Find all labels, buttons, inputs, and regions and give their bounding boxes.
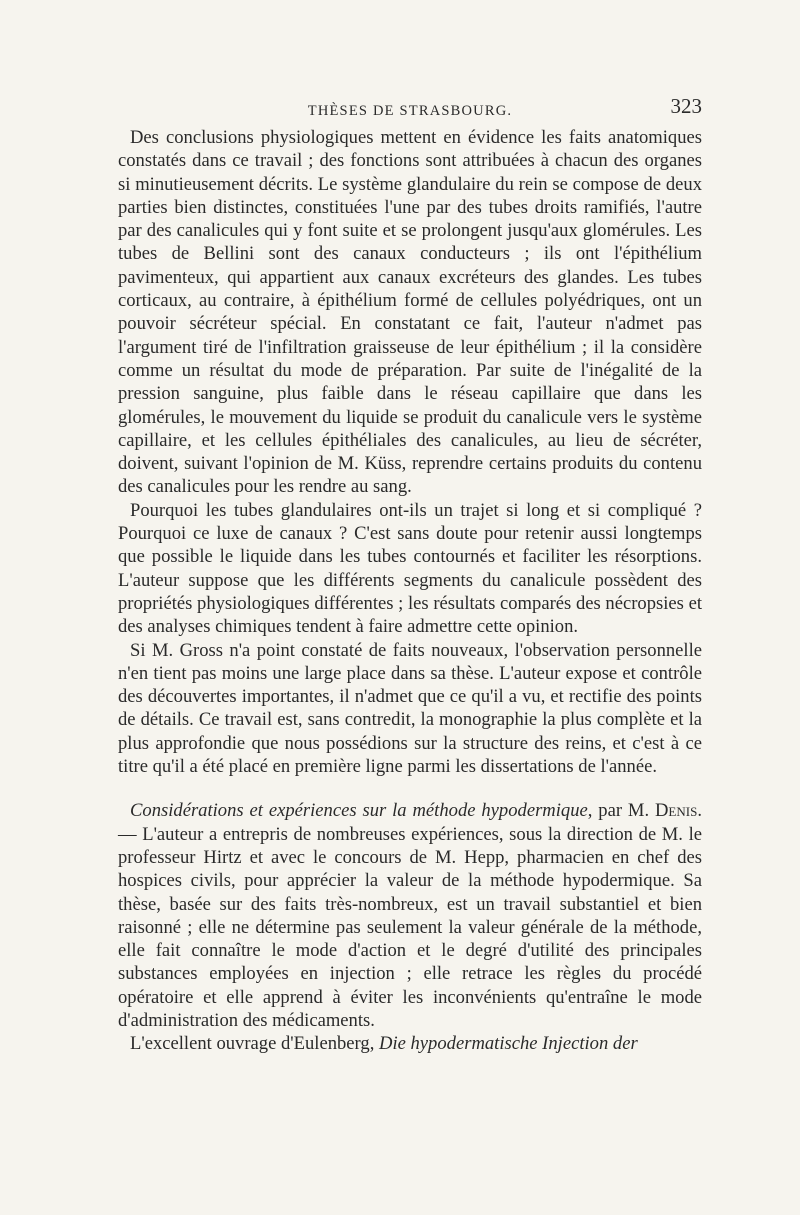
eulenberg-intro: L'excellent ouvrage d'Eulenberg, xyxy=(130,1033,380,1055)
paragraph-conclusions: Des conclusions physiologiques mettent en évidence les faits anatomiques constatés dans ce travail ; des fonctions sont attribuées à chacun des organes si minutieusement décrits. Le système glandulaire du rein se compose de deux parties bien distinctes, constituées l'une par des tubes droits ramifiés, l'autre par des canalicules qui y font suite et se prolongent jusqu'aux glomérules. Les tubes de Bellini sont des canaux conducteurs ; ils ont l'épithélium pavimenteux, qui appartient aux canaux excréteurs des glandes. Les tubes corticaux, au contraire, à épithélium formé de cellules polyédriques, ont un pouvoir sécréteur spécial. En constatant ce fait, l'auteur n'admet pas l'argument tiré de l'infiltration graisseuse de leur épithélium ; il la considère comme un résultat du mode de préparation. Par suite de l'inégalité de la pression sanguine, plus faible dans le réseau capillaire que dans les glomérules, le mouvement du liquide se produit du canalicule vers le système capillaire, et les cellules épithéliales des canalicules, au lieu de sécréter, doivent, suivant l'opinion de M. Küss, reprendre certains produits du contenu des canalicules pour les rendre au sang. xyxy=(118,127,702,498)
section-gap xyxy=(118,778,702,799)
paragraph-tubes: Pourquoi les tubes glandulaires ont-ils un trajet si long et si compliqué ? Pourquoi ce luxe de canaux ? C'est sans doute pour retenir aussi longtemps que possible le liquide dans les tubes contournés et faciliter les résorptions. L'auteur suppose que les différents segments du canalicule possèdent des propriétés physiologiques différentes ; les résultats comparés des nécropsies et des analyses chimiques tendent à faire admettre cette opinion. xyxy=(118,499,702,638)
running-title: THÈSES DE STRASBOURG. xyxy=(307,103,513,119)
eulenberg-title: Die hypodermatische Injection der xyxy=(379,1033,638,1055)
running-header xyxy=(118,92,702,126)
paragraph-hypodermique xyxy=(118,799,702,1032)
byline: , par M. xyxy=(587,800,655,822)
page-number: 323 xyxy=(670,94,702,118)
paragraph-gross: Si M. Gross n'a point constaté de faits nouveaux, l'observation personnelle n'en tient pas moins une large place dans sa thèse. L'auteur expose et contrôle des découvertes importantes, il n'admet que ce qu'il a vu, et rectifie des points de détails. Ce travail est, sans contredit, la monographie la plus complète et la plus approfondie que nous possédions sur la structure des reins, et c'est à ce titre qu'il a été placé en première ligne parmi les dissertations de l'année. xyxy=(118,639,702,778)
paragraph-hypodermique-body: . — L'auteur a entrepris de nombreuses expériences, sous la direction de M. le professeur Hirtz et avec le concours de M. Hepp, pharmacien en chef des hospices civils, pour apprécier la valeur de la méthode hypodermique. Sa thèse, basée sur des faits très-nombreux, est un travail substantiel et bien raisonné ; elle ne détermine pas seulement la valeur générale de la méthode, elle fait connaître le mode d'action et le degré d'utilité des principales substances employées en injection ; elle retrace les règles du procédé opératoire et elle apprend à éviter les inconvénients qu'entraîne le mode d'administration des médicaments. xyxy=(118,800,702,1031)
paragraph-eulenberg xyxy=(118,1032,702,1055)
book-page xyxy=(118,92,702,1056)
author-name: Denis xyxy=(655,800,698,822)
thesis-title: Considérations et expériences sur la méthode hypodermique xyxy=(130,800,588,822)
